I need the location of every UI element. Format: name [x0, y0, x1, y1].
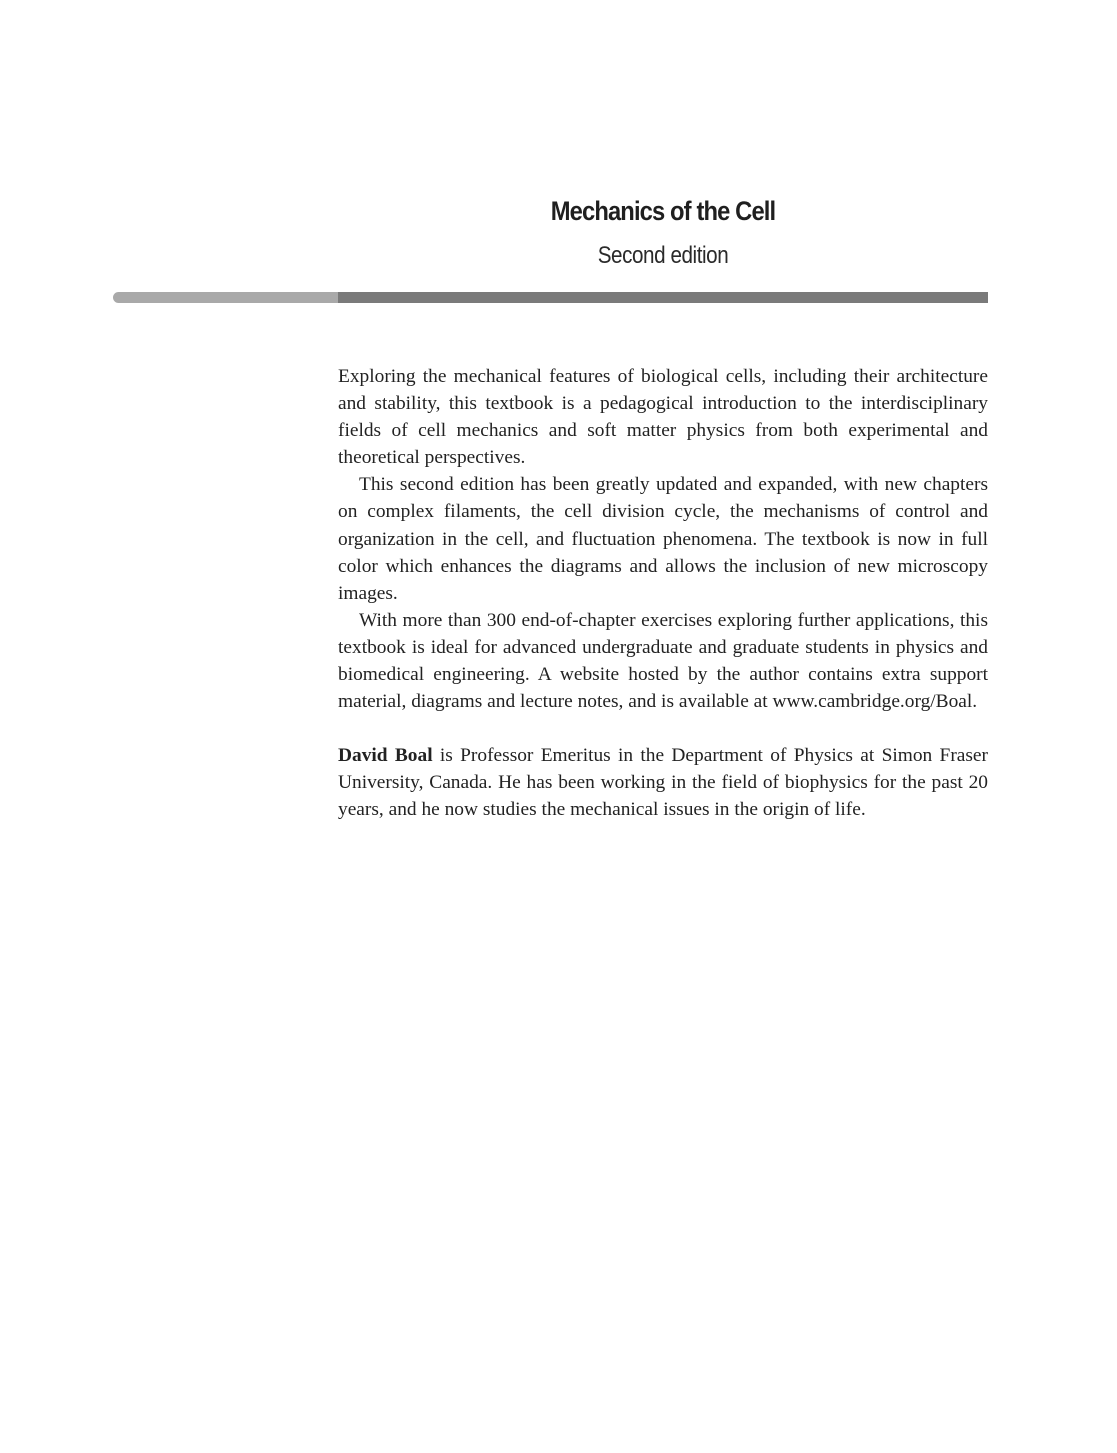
title-rule-left: [113, 292, 338, 303]
description-paragraph-3: With more than 300 end-of-chapter exercises exploring further applications, this textbook is ideal for advanced undergraduate and graduate students in physics and biomedical engineering. A website hosted by the author contains extra support material, diagrams and lecture notes, and is available at www.cambridge.org/Boal.: [338, 609, 988, 713]
description-paragraph-1: Exploring the mechanical features of biological cells, including their architecture and stability, this textbook is a pedagogical introduction to the interdisciplinary fields of cell mechanics and soft matter physics from both experimental and theoretical perspectives.: [338, 366, 988, 469]
author-bio-text: is Professor Emeritus in the Department of Physics at Simon Fraser University, Canada. He has been working in the field of biophysics for the past 20 years, and he now studies the mechanical issues in the origin of life.: [338, 745, 988, 821]
title-rule-right: [338, 292, 988, 303]
author-bio: [338, 742, 988, 823]
book-edition: Second edition: [597, 242, 729, 269]
description-paragraph-2: This second edition has been greatly updated and expanded, with new chapters on complex filaments, the cell division cycle, the mechanisms of control and organization in the cell, and fluctuation phenomena. The textbook is now in full color which enhances the diagrams and allows the inclusion of new microscopy images.: [338, 474, 988, 604]
author-name: David Boal: [338, 745, 433, 767]
book-title: Mechanics of the Cell: [550, 196, 776, 226]
description-text: [338, 363, 988, 824]
